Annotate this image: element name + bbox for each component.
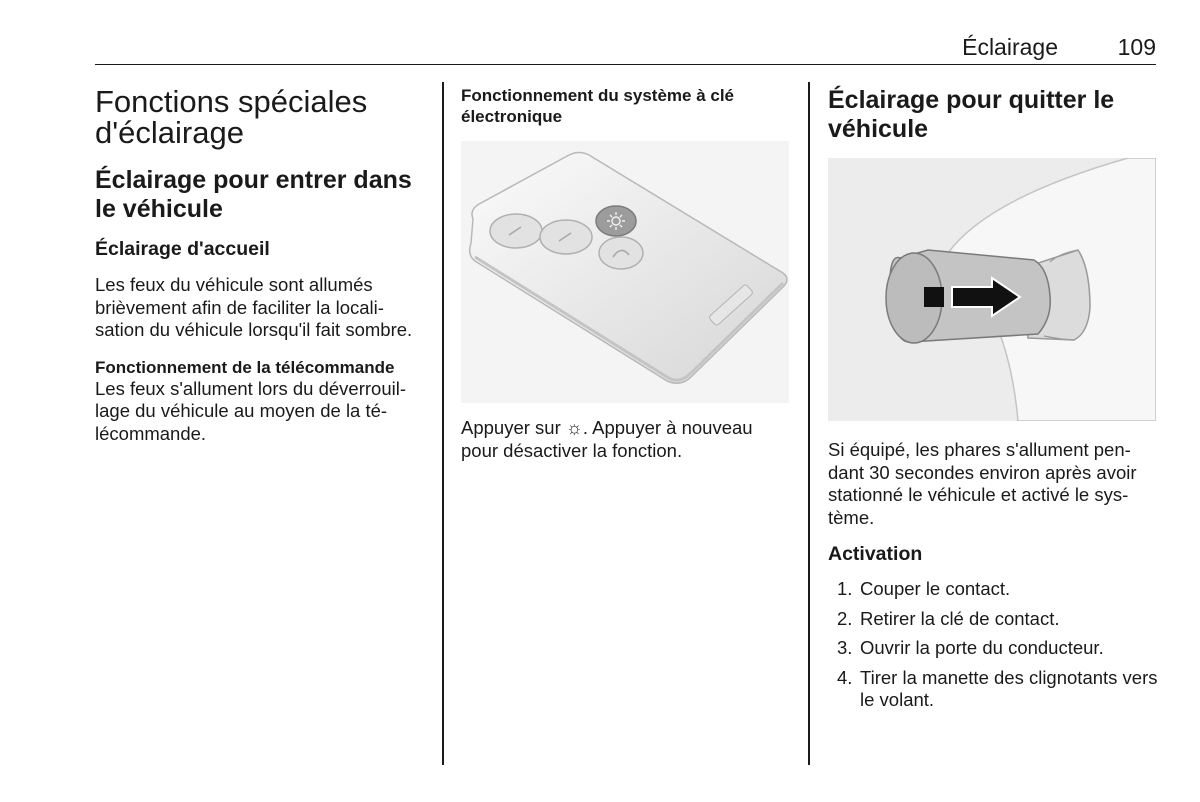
turn-signal-lever-icon [828,158,1156,421]
light-switch-icon [461,141,789,403]
list-item: 4. Tirer la manette des clignotants vers le volant. [837,666,1158,710]
paragraph-heading: Fonctionnement de la télécommande [95,357,395,377]
key-card-illustration [461,141,789,403]
column-divider [808,82,810,765]
light-symbol-icon: ☼ [565,417,583,438]
section-title: Éclairage [962,34,1058,60]
body-paragraph: Si équipé, les phares s'allument pendant 30 secondes environ après avoir stationné le véhicule et activé le système. [828,439,1137,528]
list-item: 3. Ouvrir la porte du conducteur. [837,637,1104,658]
body-paragraph: Les feux s'allument lors du déverrouillage du véhicule au moyen de la télécommande. [95,377,406,444]
column-3 [828,82,1158,719]
steps-list [828,578,1158,712]
column-1 [95,82,425,445]
list-item: 1. Couper le contact. [837,578,1011,599]
column-divider [442,82,444,765]
subsection-heading: Éclairage d'accueil [95,238,270,260]
page-number: 109 [1117,34,1156,60]
lever-illustration [828,158,1156,421]
section-heading: Éclairage pour quitter le véhicule [828,86,1115,143]
body-paragraph: Les feux du véhicule sont allumés brièvement afin de faciliter la localisation du véhicule lorsqu'il fait sombre. [95,274,413,340]
column-2 [461,82,791,462]
paragraph-heading: Fonctionnement du système à clé électronique [461,86,735,126]
figure-caption: Appuyer sur ☼. Appuyer à nouveau pour désactiver la fonction. [461,417,753,461]
list-item: 2. Retirer la clé de contact. [837,607,1060,629]
page-header [95,30,1156,65]
section-heading: Éclairage pour entrer dans le véhicule [95,166,412,223]
page-title: Fonctions spéciales d'éclairage [95,84,368,150]
subsection-heading: Activation [828,543,923,565]
